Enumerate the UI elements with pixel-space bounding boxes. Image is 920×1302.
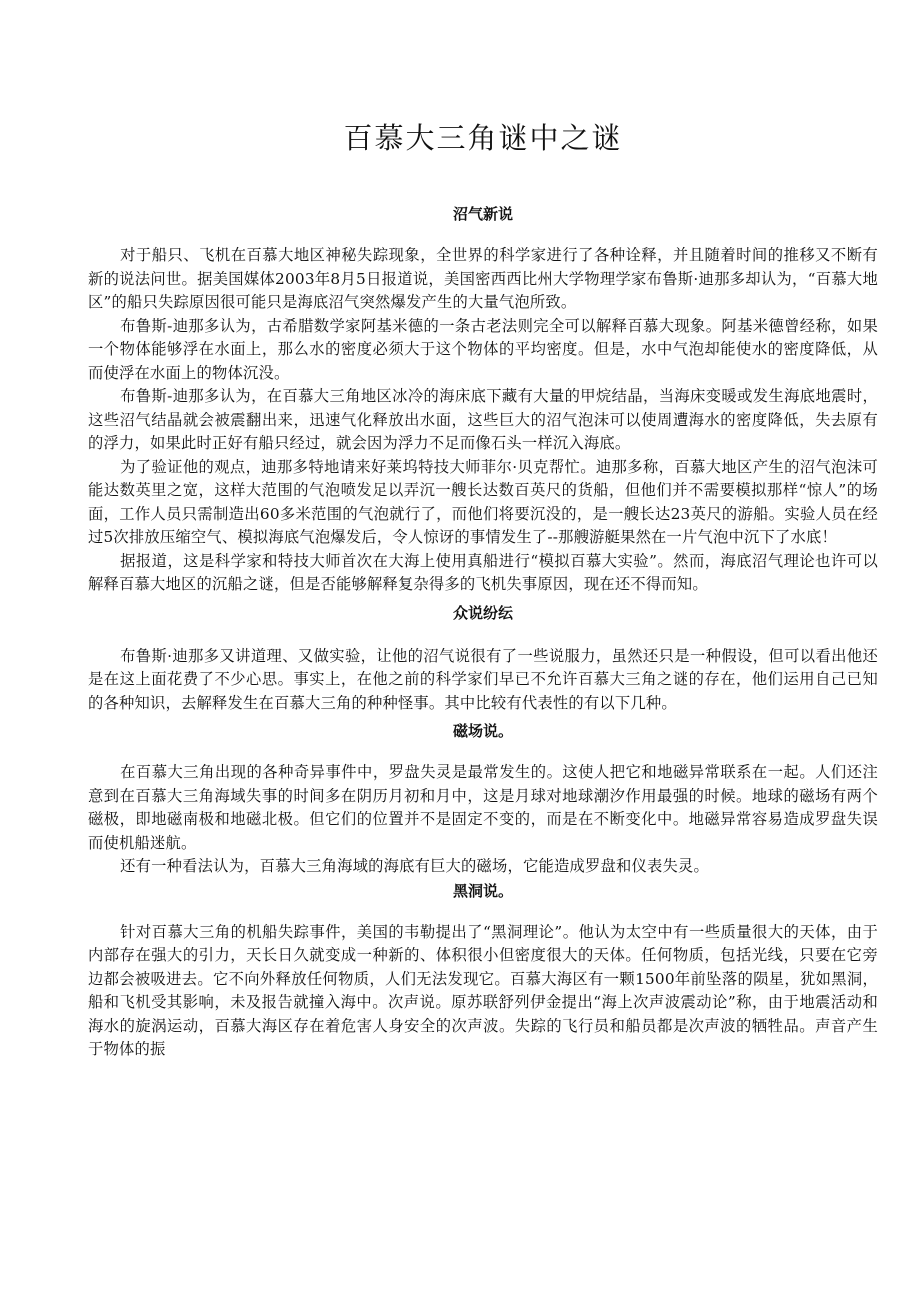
paragraph: 对于船只、飞机在百慕大地区神秘失踪现象，全世界的科学家进行了各种诠释，并且随着时间的推移又不断有新的说法问世。据美国媒体2003年8月5日报道说，美国密西西比州大学物理学家布鲁斯·迪那多却认为，“百慕大地区”的船只失踪原因很可能只是海底沼气突然爆发产生的大量气泡所致。 — [88, 246, 878, 311]
paragraph: 布鲁斯-迪那多认为，在百慕大三角地区冰冷的海床底下藏有大量的甲烷结晶，当海床变暖或发生海底地震时，这些沼气结晶就会被震翻出来，迅速气化释放出水面，这些巨大的沼气泡沫可以使周遭海水的密度降低，失去原有的浮力，如果此时正好有船只经过，就会因为浮力不足而像石头一样沉入海底。 — [88, 387, 878, 452]
section-methane-theory — [88, 202, 878, 597]
document-title: 百慕大三角谜中之谜 — [343, 121, 623, 155]
section-black-hole-theory — [88, 879, 878, 1062]
paragraph: 据报道，这是科学家和特技大师首次在大海上使用真船进行“模拟百慕大实验”。然而，海底沼气理论也许可以解释百慕大地区的沉船之谜，但是否能够解释复杂得多的飞机失事原因，现在还不得而知。 — [88, 551, 878, 593]
paragraph: 为了验证他的观点，迪那多特地请来好莱坞特技大师菲尔·贝克帮忙。迪那多称，百慕大地区产生的沼气泡沫可能达数英里之宽，这样大范围的气泡喷发足以弄沉一艘长达数百英尺的货船，但他们并不需要模拟那样“惊人”的场面，工作人员只需制造出60多米范围的气泡就行了，而他们将要沉没的，是一艘长达23英尺的游船。实验人员在经过5次排放压缩空气、模拟海底气泡爆发后，令人惊讶的事情发生了--那艘游艇果然在一片气泡中沉下了水底！ — [88, 457, 878, 546]
section-heading: 黑洞说。 — [452, 881, 513, 900]
section-various-theories — [88, 601, 878, 716]
paragraph: 在百慕大三角出现的各种奇异事件中，罗盘失灵是最常发生的。这使人把它和地磁异常联系在一起。人们还注意到在百慕大三角海域失事的时间多在阴历月初和月中，这是月球对地球潮汐作用最强的时候。地球的磁场有两个磁极，即地磁南极和地磁北极。但它们的位置并不是固定不变的，而是在不断变化中。地磁异常容易造成罗盘失误而使机船迷航。 — [88, 763, 878, 852]
paragraph: 布鲁斯-迪那多认为，古希腊数学家阿基米德的一条古老法则完全可以解释百慕大现象。阿基米德曾经称，如果一个物体能够浮在水面上，那么水的密度必须大于这个物体的平均密度。但是，水中气泡却能使水的密度降低，从而使浮在水面上的物体沉没。 — [88, 316, 878, 382]
section-heading: 众说纷纭 — [452, 603, 513, 622]
section-heading: 沼气新说 — [452, 205, 513, 223]
section-heading: 磁场说。 — [452, 722, 513, 740]
section-magnetic-theory — [88, 719, 878, 879]
paragraph: 针对百慕大三角的机船失踪事件，美国的韦勒提出了“黑洞理论”。他认为太空中有一些质量很大的天体，由于内部存在强大的引力，天长日久就变成一种新的、体积很小但密度很大的天体。任何物质，包括光线，只要在它旁边都会被吸进去。它不向外释放任何物质，人们无法发现它。百慕大海区有一颗1500年前坠落的陨星，犹如黑洞，船和飞机受其影响，未及报告就撞入海中。次声说。原苏联舒列伊金提出“海上次声波震动论”称，由于地震活动和海水的旋涡运动，百慕大海区存在着危害人身安全的次声波。失踪的飞行员和船员都是次声波的牺牲品。声音产生于物体的振 — [88, 922, 878, 1058]
paragraph: 布鲁斯·迪那多又讲道理、又做实验，让他的沼气说很有了一些说服力，虽然还只是一种假设，但可以看出他还是在这上面花费了不少心思。事实上，在他之前的科学家们早已不允许百慕大三角之谜的存在，他们运用自己已知的各种知识，去解释发生在百慕大三角的种种怪事。其中比较有代表性的有以下几种。 — [88, 646, 878, 712]
document-page — [88, 0, 878, 1062]
paragraph: 还有一种看法认为，百慕大三角海域的海底有巨大的磁场，它能造成罗盘和仪表失灵。 — [120, 857, 710, 875]
